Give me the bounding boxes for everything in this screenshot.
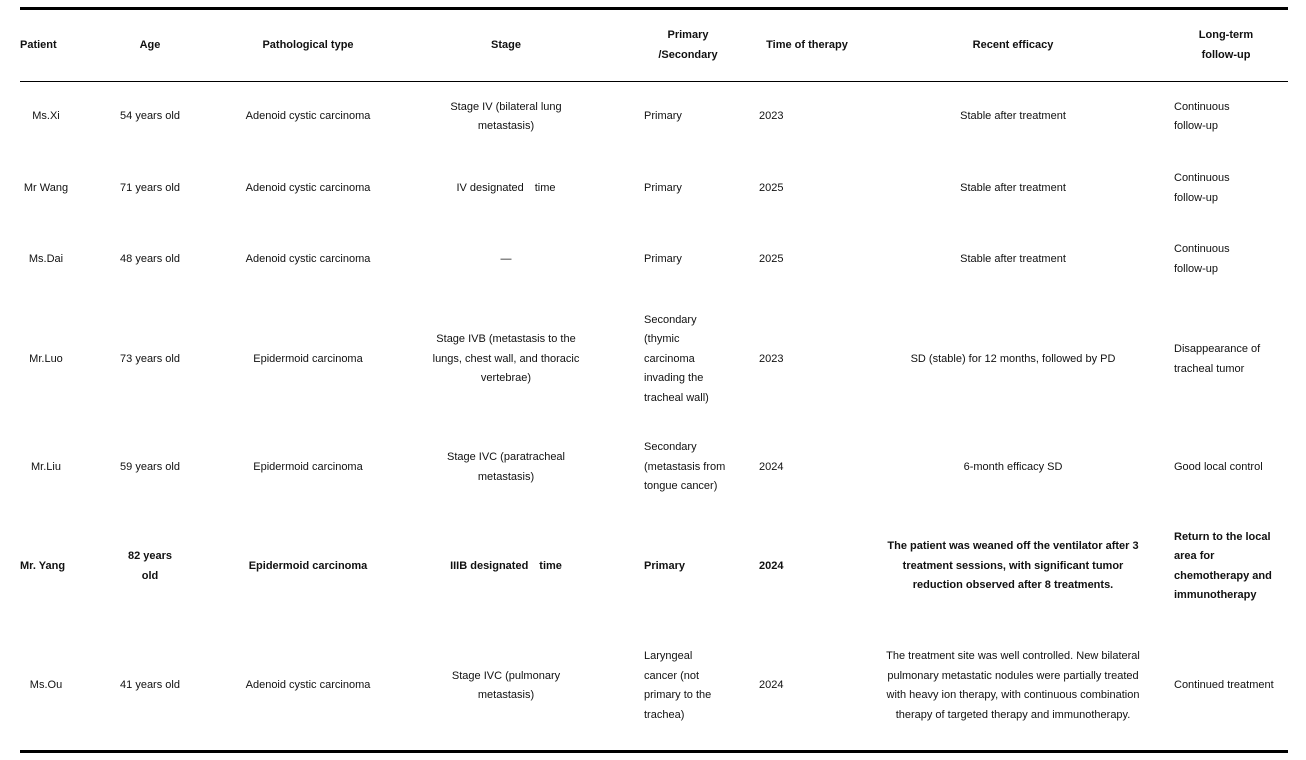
- cell-time: 2025: [759, 181, 784, 194]
- cell-age: 82 years old: [127, 550, 173, 582]
- cell-type: Adenoid cystic carcinoma: [245, 181, 371, 194]
- cell-efficacy: SD (stable) for 12 months, followed by PD: [910, 352, 1116, 365]
- cell-time: 2025: [759, 252, 784, 265]
- cell-efficacy: Stable after treatment: [960, 110, 1066, 123]
- table-row: [20, 622, 1288, 750]
- cell-followup: Good local control: [1174, 460, 1263, 473]
- cell-stage: IIIB designated time: [450, 559, 562, 572]
- cell-followup: Continuous follow-up: [1174, 172, 1230, 204]
- cell-efficacy: The patient was weaned off the ventilator after 3 treatment sessions, with significant tumor reduction observed after 8 treatments.: [887, 540, 1139, 592]
- cell-followup: Return to the local area for chemotherapy and immunotherapy: [1174, 530, 1272, 601]
- table-bottom-rule: [20, 750, 1288, 753]
- cell-followup: Continuous follow-up: [1174, 100, 1230, 132]
- cell-patient: Ms.Xi: [32, 110, 60, 123]
- cell-stage: Stage IVC (paratracheal metastasis): [446, 451, 565, 483]
- col-header-primary-secondary: Primary /Secondary: [658, 29, 718, 61]
- cell-primary: Secondary (thymic carcinoma invading the tracheal wall): [644, 313, 709, 404]
- col-header-recent-efficacy: Recent efficacy: [972, 38, 1054, 51]
- cell-efficacy: Stable after treatment: [960, 181, 1066, 194]
- cell-primary: Primary: [644, 252, 682, 265]
- cell-stage: Stage IVB (metastasis to the lungs, chest wall, and thoracic vertebrae): [432, 333, 580, 385]
- cell-efficacy: Stable after treatment: [960, 252, 1066, 265]
- col-header-time-of-therapy: Time of therapy: [766, 38, 848, 51]
- col-header-pathological-type: Pathological type: [262, 38, 354, 51]
- cell-stage: Stage IVC (pulmonary metastasis): [451, 669, 561, 701]
- cell-age: 59 years old: [120, 460, 180, 473]
- cell-time: 2024: [759, 559, 784, 572]
- cell-type: Epidermoid carcinoma: [253, 352, 363, 365]
- cell-patient: Mr Wang: [23, 181, 69, 194]
- col-header-stage: Stage: [491, 38, 521, 51]
- cell-time: 2023: [759, 352, 784, 365]
- cell-primary: Primary: [644, 110, 682, 123]
- cell-patient: Mr. Yang: [20, 559, 66, 572]
- cell-age: 48 years old: [120, 252, 180, 265]
- cell-type: Adenoid cystic carcinoma: [245, 110, 371, 123]
- cell-age: 71 years old: [120, 181, 180, 194]
- cell-followup: Continued treatment: [1174, 679, 1274, 692]
- header-row: [20, 10, 1288, 81]
- cell-primary: Primary: [644, 559, 685, 572]
- cell-stage: Stage IV (bilateral lung metastasis): [450, 100, 562, 132]
- cell-patient: Ms.Dai: [28, 252, 64, 265]
- cell-patient: Mr.Liu: [31, 460, 61, 473]
- cell-time: 2024: [759, 679, 784, 692]
- cell-stage: —: [500, 252, 512, 265]
- table-row: [20, 224, 1288, 295]
- cell-time: 2024: [759, 460, 784, 473]
- cell-followup: Continuous follow-up: [1174, 243, 1230, 275]
- cell-age: 41 years old: [120, 679, 180, 692]
- cell-primary: Laryngeal cancer (not primary to the trachea): [644, 650, 712, 721]
- cell-primary: Secondary (metastasis from tongue cancer): [644, 441, 726, 493]
- table-row: [20, 153, 1288, 224]
- table-row-highlighted: [20, 511, 1288, 622]
- table-row: [20, 81, 1288, 153]
- cell-age: 73 years old: [120, 352, 180, 365]
- cell-type: Adenoid cystic carcinoma: [245, 679, 371, 692]
- cell-patient: Mr.Luo: [29, 352, 63, 365]
- cell-patient: Ms.Ou: [29, 679, 63, 692]
- table-row: [20, 295, 1288, 424]
- cell-age: 54 years old: [120, 110, 180, 123]
- col-header-patient: Patient: [20, 38, 57, 51]
- cell-primary: Primary: [644, 181, 682, 194]
- cell-type: Epidermoid carcinoma: [248, 559, 368, 572]
- col-header-long-term-follow-up: Long-term follow-up: [1198, 29, 1254, 61]
- col-header-age: Age: [139, 38, 161, 51]
- table-row: [20, 424, 1288, 511]
- patient-table: [20, 10, 1288, 750]
- cell-efficacy: The treatment site was well controlled. New bilateral pulmonary metastatic nodules were partially treated with heavy ion therapy, with continuous combination therapy of targeted therapy and immunotherapy.: [886, 650, 1140, 721]
- cell-efficacy: 6-month efficacy SD: [963, 460, 1063, 473]
- cell-type: Adenoid cystic carcinoma: [245, 252, 371, 265]
- cell-stage: IV designated time: [456, 181, 556, 194]
- cell-time: 2023: [759, 110, 784, 123]
- cell-followup: Disappearance of tracheal tumor: [1174, 343, 1261, 375]
- cell-type: Epidermoid carcinoma: [253, 460, 363, 473]
